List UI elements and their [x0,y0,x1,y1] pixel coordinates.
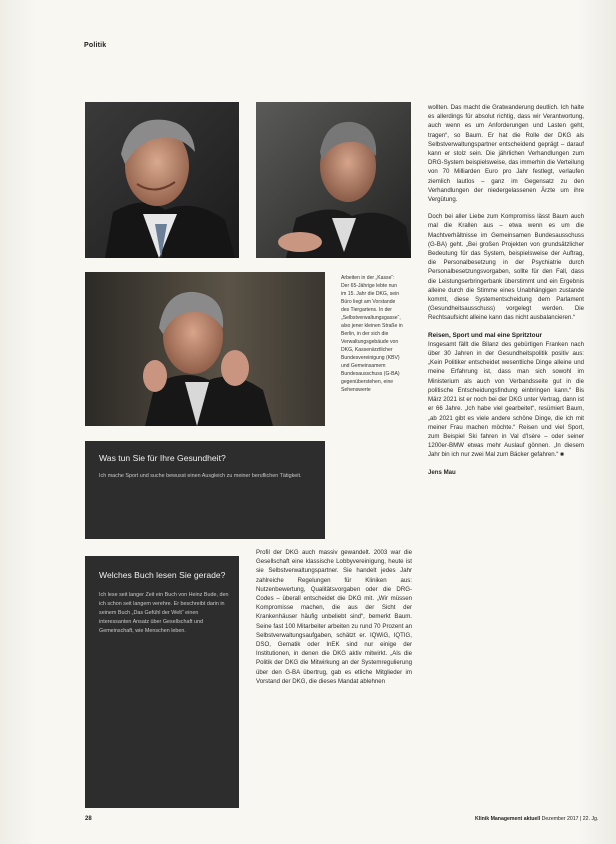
footer-volume: 22. Jg. [582,816,599,822]
footer-publication [475,816,598,822]
photo-caption: Arbeiten in der „Kasse“: Der 65-Jährige lebte nun im 15. Jahr die DKG, sein Büro liegt am Vorstande des Tiergartens. In der „Selbstverwaltungsgasse“, also jener kleinen Straße in Berlin, in der sich die Verwaltungsgebäude von DKG, Kassenärztlicher Bundesvereinigung (KBV) und Gemeinsamem Bundesausschuss (G-BA) gegenüberstehen, eine Sehenswerte [341,275,403,393]
article-paragraph-text: Insgesamt fällt die Bilanz des gebürtigen Franken nach über 30 Jahren in der Gesundheitspolitik positiv aus: „Kein Politiker entscheidet wesentliche Dinge alleine und meine Erfahrung ist, dass man sich sowohl im Ministerium als auch von Verbandsseite gut in die politische Entscheidungsfindung einbringen kann.“ Bis März 2021 ist er noch bei der DKG unter Vertrag, dann ist er 66 Jahre. „Ich habe viel gearbeitet“, resümiert Baum, „ab 2021 gibt es viele andere schöne Dinge, die ich mit meiner Frau machen möchte.“ Reisen und viel Sport, zum Beispiel Ski fahren in Val d'Isère – oder seiner 1200er-BMW etwas mehr Auslauf gönnen. „In diesem Jahr bin ich nur zwei Mal zum Bäcker gefahren.“ [428,340,584,459]
article-paragraph: Profil der DKG auch massiv gewandelt. 2003 war die Gesellschaft eine klassische Lobbyvereinigung, heute ist sie Selbstverwaltungspartner. Sie handelt jedes Jahr zahlreiche Regelungen für Kliniken aus: Nutzenbewertung, Qualitätsvorgaben oder die DRG-Codes – überall entscheidet die DKG mit. „Wir müssen Kompromisse machen, die aus der Sicht der Krankenhäuser häufig unbeliebt sind“, bemerkt Baum. Seine fast 100 Mitarbeiter arbeiten zu rund 70 Prozent an Selbstverwaltungsaufgaben, schätzt er. IQWiG, IQTIG, DSO, Gematik oder InEK sind nur einige der Institutionen, in denen die DKG aktiv mitwirkt. „Als die Politik der DKG die Mitwirkung an der Systemregulierung über den G-BA übertrug, gab es etliche Mitglieder im Vorstand der DKG, die dieses Mandat ablehnen [256,549,412,685]
article-column-middle [256,548,412,694]
end-mark-icon: ■ [560,451,564,459]
qa-box-health-text: Ich mache Sport und suche bewusst einen Ausgleich zu meiner beruflichen Tätigkeit. [99,473,302,479]
qa-box-health [85,441,325,539]
qa-box-book [85,556,239,808]
article-paragraph: wollten. Das macht die Gratwanderung deutlich. Ich halte es allerdings für absolut richtig, dass wir Verantwortung, auch wenn es um Anforderungen und Lasten geht, tragen“, so Baum. Er hat die Rolle der DKG als Selbstverwaltungspartner entscheidend geprägt – darauf kann er stolz sein. Die jährlichen Verhandlungen zum DRG-System beispielsweise, das immerhin die Verteilung von 70 Milliarden Euro pro Jahr festlegt, verlaufen ziemlich lautlos – ganz im Gegensatz zu den Verhandlungen der niedergelassenen Ärzte um ihre Vergütung. [428,104,584,204]
article-paragraph: Doch bei aller Liebe zum Kompromiss lässt Baum auch mal die Krallen aus – etwa wenn es um die Machtverhältnisse im Gemeinsamen Bundesausschuss (G-BA) geht. „Bei großen Projekten von grundsätzlicher Bedeutung für das System, beispielsweise der Auftrag, die Personalbesetzung in der Psychiatrie durch Personalbesetzungsvorgaben, sollte für den Fall, dass die Leistungserbringerbank überstimmt und ein Ergebnis alleine durch die Stimme eines Unabhängigen zustande kommt, diese Systementscheidung dem Parlament (Gesundheitsausschuss) vorgelegt werden. Die Rechtsaufsicht alleine kann das nicht ausbalancieren.“ [428,213,584,322]
photo-portrait-talking [256,102,411,258]
footer-separator: | [579,816,582,822]
article-column-right [428,103,584,477]
section-label: Politik [84,42,107,49]
qa-box-health-title: Was tun Sie für Ihre Gesundheit? [99,453,226,463]
footer-magazine: Klinik Management aktuell [475,816,541,822]
author-name: Jens Mau [428,468,456,476]
photo-portrait-gesturing [85,272,325,426]
qa-box-book-text: Ich lese seit langer Zeit ein Buch von Heinz Bude, den ich schon seit langem verehre. Er beschreibt darin in seinem Buch „Das Gefühl der Welt“ einen interessanten Ansatz über Gesellschaft und Gemeinschaft, wie Menschen leben. [99,592,229,634]
photo-portrait-smiling [85,102,239,258]
qa-box-book-title: Welches Buch lesen Sie gerade? [99,570,226,580]
page-number: 28 [85,816,92,822]
article-paragraph [428,340,584,460]
footer-issue: Dezember 2017 [541,816,579,822]
article-subheading: Reisen, Sport und mal eine Spritztour [428,331,542,339]
